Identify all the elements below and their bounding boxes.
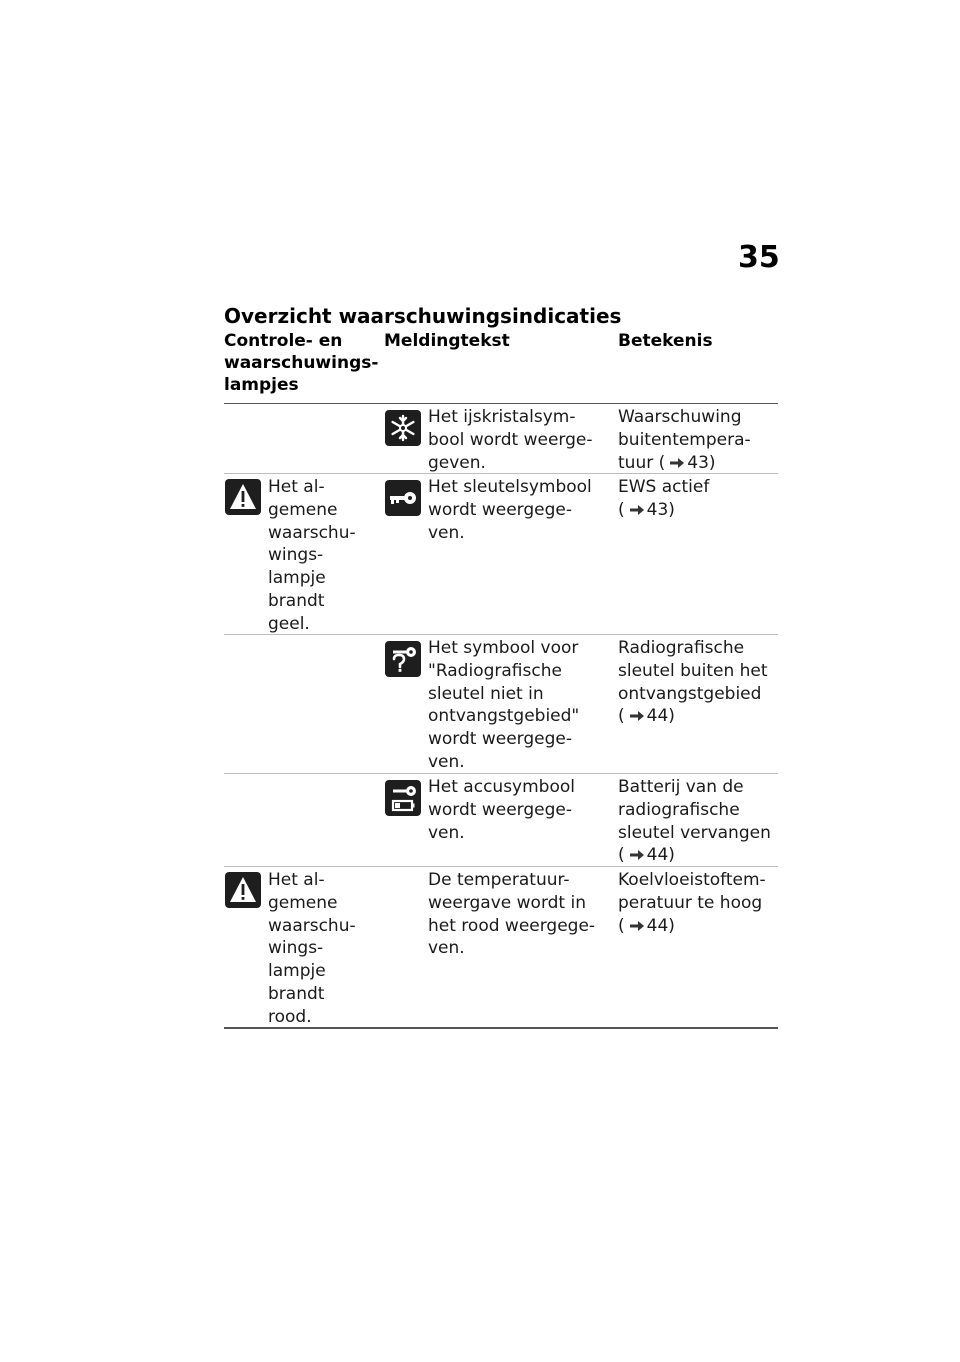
snowflake-icon xyxy=(384,409,422,447)
page-reference-prefix: tuur ( xyxy=(618,452,666,473)
message-line: bool wordt weerge- xyxy=(428,429,593,450)
lamp-line: waarschu- xyxy=(268,915,356,936)
lamp-line: brandt xyxy=(268,983,325,1004)
column-header-lamps-line: Controle- en xyxy=(224,331,343,351)
message-line: wordt weergege- xyxy=(428,729,573,750)
page-reference xyxy=(618,844,778,867)
page-reference-number: 43) xyxy=(687,452,716,473)
lamp-line: wings- xyxy=(268,545,324,566)
lamp-line: lampje xyxy=(268,568,326,589)
meaning-line: ontvangstgebied xyxy=(618,683,762,704)
message-line: ven. xyxy=(428,938,465,959)
message-line: ven. xyxy=(428,522,465,543)
meaning-line: buitentempera- xyxy=(618,429,751,450)
page-reference xyxy=(618,915,778,938)
section-title: Overzicht waarschuwingsindicaties xyxy=(224,304,622,328)
key-battery-icon xyxy=(384,779,422,817)
page-reference-prefix: ( xyxy=(618,706,625,727)
lamp-line: Het al- xyxy=(268,870,325,890)
lamp-line: rood. xyxy=(268,1006,312,1027)
lamp-line: gemene xyxy=(268,499,338,520)
meaning-line: Waarschuwing xyxy=(618,407,742,427)
page-reference-number: 43) xyxy=(646,499,675,520)
arrow-right-icon xyxy=(629,920,645,932)
page-reference-prefix: ( xyxy=(618,915,625,936)
warning-indicators-table xyxy=(224,403,778,1029)
column-header-lamps xyxy=(224,330,379,396)
column-header-meaning: Betekenis xyxy=(618,331,713,351)
meaning-line: Batterij van de xyxy=(618,777,744,797)
table-row xyxy=(224,473,778,634)
page-reference-prefix: ( xyxy=(618,845,625,866)
message-line: "Radiografische xyxy=(428,660,562,681)
lamp-line: Het al- xyxy=(268,477,325,497)
warning-triangle-icon xyxy=(224,478,262,516)
message-line: Het accusymbool xyxy=(428,777,575,797)
lamp-line: wings- xyxy=(268,938,324,959)
message-text xyxy=(428,476,608,544)
page-reference-number: 44) xyxy=(646,706,675,727)
column-header-message: Meldingtekst xyxy=(384,331,510,351)
meaning-line: Radiografische xyxy=(618,638,745,658)
meaning-text xyxy=(618,776,778,867)
message-line: weergave wordt in xyxy=(428,892,586,913)
message-line: sleutel niet in xyxy=(428,683,544,704)
message-text xyxy=(428,776,608,844)
meaning-line: sleutel vervangen xyxy=(618,822,771,843)
lamp-line: lampje xyxy=(268,961,326,982)
lamp-line: waarschu- xyxy=(268,522,356,543)
message-line: wordt weergege- xyxy=(428,499,573,520)
lamp-text xyxy=(268,476,378,636)
message-line: het rood weergege- xyxy=(428,915,596,936)
lamp-line: brandt xyxy=(268,590,325,611)
table-row xyxy=(224,634,778,773)
message-line: De temperatuur- xyxy=(428,870,570,890)
message-line: geven. xyxy=(428,452,486,473)
arrow-right-icon xyxy=(629,849,645,861)
meaning-line: EWS actief xyxy=(618,477,710,497)
lamp-line: geel. xyxy=(268,613,310,634)
message-line: ven. xyxy=(428,822,465,843)
message-text xyxy=(428,637,608,774)
page-reference-number: 44) xyxy=(646,915,675,936)
page-reference xyxy=(618,452,778,475)
key-icon xyxy=(384,479,422,517)
page-number: 35 xyxy=(738,240,780,275)
warning-triangle-icon xyxy=(224,871,262,909)
table-row xyxy=(224,403,778,473)
arrow-right-icon xyxy=(669,457,685,469)
lamp-text xyxy=(268,869,378,1029)
meaning-text xyxy=(618,869,778,937)
meaning-line: Koelvloeistoftem- xyxy=(618,870,766,890)
arrow-right-icon xyxy=(629,504,645,516)
message-line: Het ijskristalsym- xyxy=(428,407,576,427)
lamp-line: gemene xyxy=(268,892,338,913)
column-header-lamps-line: waarschuwings- xyxy=(224,353,379,373)
message-text xyxy=(428,406,608,474)
message-line: ontvangstgebied" xyxy=(428,706,580,727)
meaning-text xyxy=(618,406,778,474)
meaning-text xyxy=(618,637,778,728)
meaning-line: radiografische xyxy=(618,799,740,820)
page-reference-number: 44) xyxy=(646,845,675,866)
message-line: Het sleutelsymbool xyxy=(428,477,592,497)
key-question-icon xyxy=(384,640,422,678)
page-reference xyxy=(618,499,778,522)
arrow-right-icon xyxy=(629,710,645,722)
page-reference-prefix: ( xyxy=(618,499,625,520)
message-line: ven. xyxy=(428,751,465,772)
page-reference xyxy=(618,705,778,728)
meaning-text xyxy=(618,476,778,522)
meaning-line: peratuur te hoog xyxy=(618,892,763,913)
message-line: wordt weergege- xyxy=(428,799,573,820)
table-row xyxy=(224,866,778,1029)
message-text xyxy=(428,869,608,960)
meaning-line: sleutel buiten het xyxy=(618,660,768,681)
table-row xyxy=(224,773,778,866)
message-line: Het symbool voor xyxy=(428,638,579,658)
column-header-lamps-line: lampjes xyxy=(224,375,299,395)
